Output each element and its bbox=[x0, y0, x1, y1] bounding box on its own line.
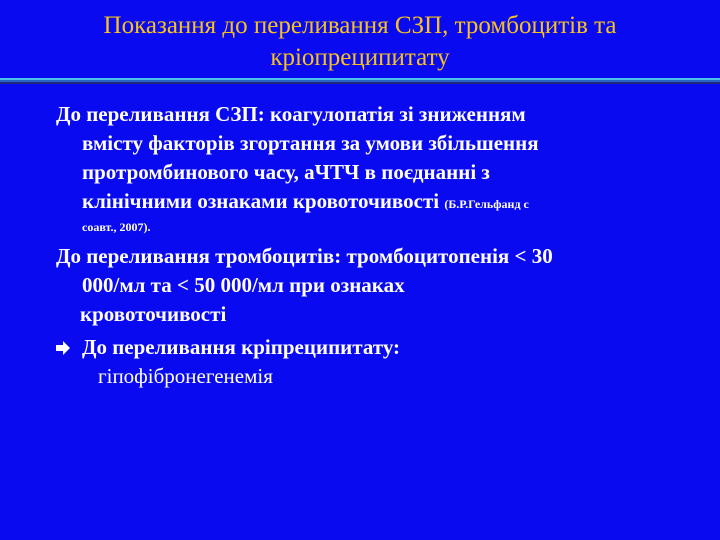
citation-part-2: соавт. bbox=[82, 220, 114, 234]
citation-part-1: (Б.Р.Гельфанд с bbox=[444, 197, 529, 211]
item-svp-line-4 bbox=[56, 187, 706, 216]
item-platelets-line-2: 000/мл та < 50 000/мл при ознаках bbox=[82, 273, 405, 297]
item-svp-line-1 bbox=[56, 100, 706, 129]
item-svp-line-3: протромбинового часу, аЧТЧ в поєднанні з bbox=[82, 160, 490, 184]
title-divider bbox=[0, 78, 720, 84]
arrow-right-icon bbox=[54, 333, 72, 362]
item-svp-text-1: До переливання СЗП: коагулопатія зі зниженням bbox=[56, 102, 526, 126]
item-cryo-line-1: До переливання кріпреципитату: bbox=[82, 335, 401, 359]
item-platelets bbox=[56, 242, 706, 329]
item-svp bbox=[56, 100, 706, 234]
item-cryo bbox=[56, 333, 706, 391]
slide-title bbox=[30, 10, 690, 74]
slide-body bbox=[56, 100, 706, 391]
item-svp-text-4: клінічними ознаками кровоточивості bbox=[82, 189, 440, 213]
slide-title-line-2: кріопреципитату bbox=[270, 44, 450, 71]
item-platelets-line-3: кровоточивості bbox=[80, 302, 227, 326]
slide-title-line-1: Показання до переливання СЗП, тромбоцитів та bbox=[103, 12, 617, 39]
citation-part-3: , 2007). bbox=[113, 220, 151, 234]
item-platelets-line-1: До переливання тромбоцитів: тромбоцитопенія < 30 bbox=[56, 244, 553, 268]
item-svp-line-5 bbox=[56, 220, 706, 234]
item-svp-line-2: вмісту факторів згортання за умови збільшення bbox=[82, 131, 539, 155]
item-cryo-line-2: гіпофібронегенемія bbox=[98, 364, 273, 388]
